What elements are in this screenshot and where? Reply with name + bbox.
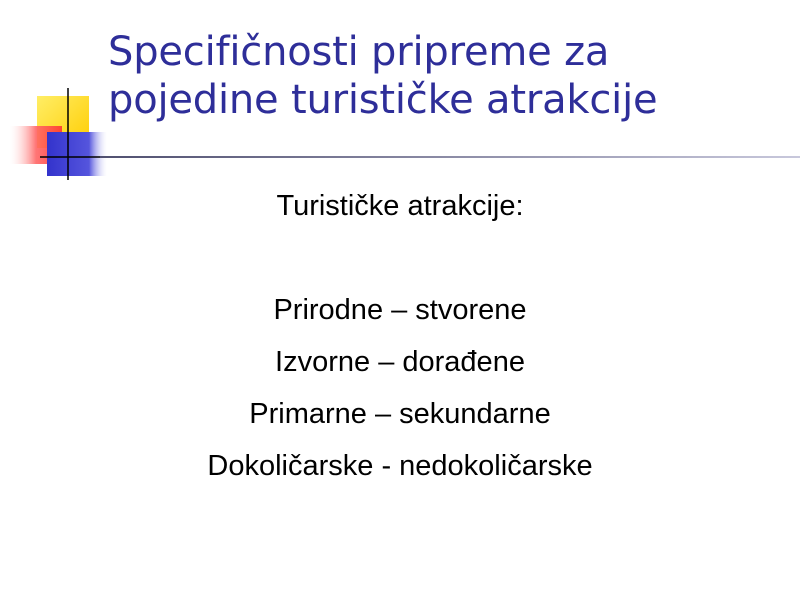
- body-blank-line: [0, 232, 800, 284]
- slide-body: [0, 180, 800, 492]
- body-line-prirodne: Prirodne – stvorene: [273, 294, 527, 326]
- title-line-2: pojedine turističke atrakcije: [108, 77, 658, 123]
- title-underline: [100, 155, 800, 159]
- blue-square: [47, 132, 107, 176]
- body-heading: Turističke atrakcije:: [276, 190, 524, 222]
- decorative-squares-graphic: [0, 80, 120, 190]
- body-line-primarne: Primarne – sekundarne: [249, 398, 551, 430]
- body-line-dokolicarske: Dokoličarske - nedokoličarske: [207, 450, 593, 482]
- title-line-1: Specifičnosti pripreme za: [108, 29, 610, 75]
- body-line-izvorne: Izvorne – dorađene: [275, 346, 525, 378]
- slide-title: [108, 28, 788, 124]
